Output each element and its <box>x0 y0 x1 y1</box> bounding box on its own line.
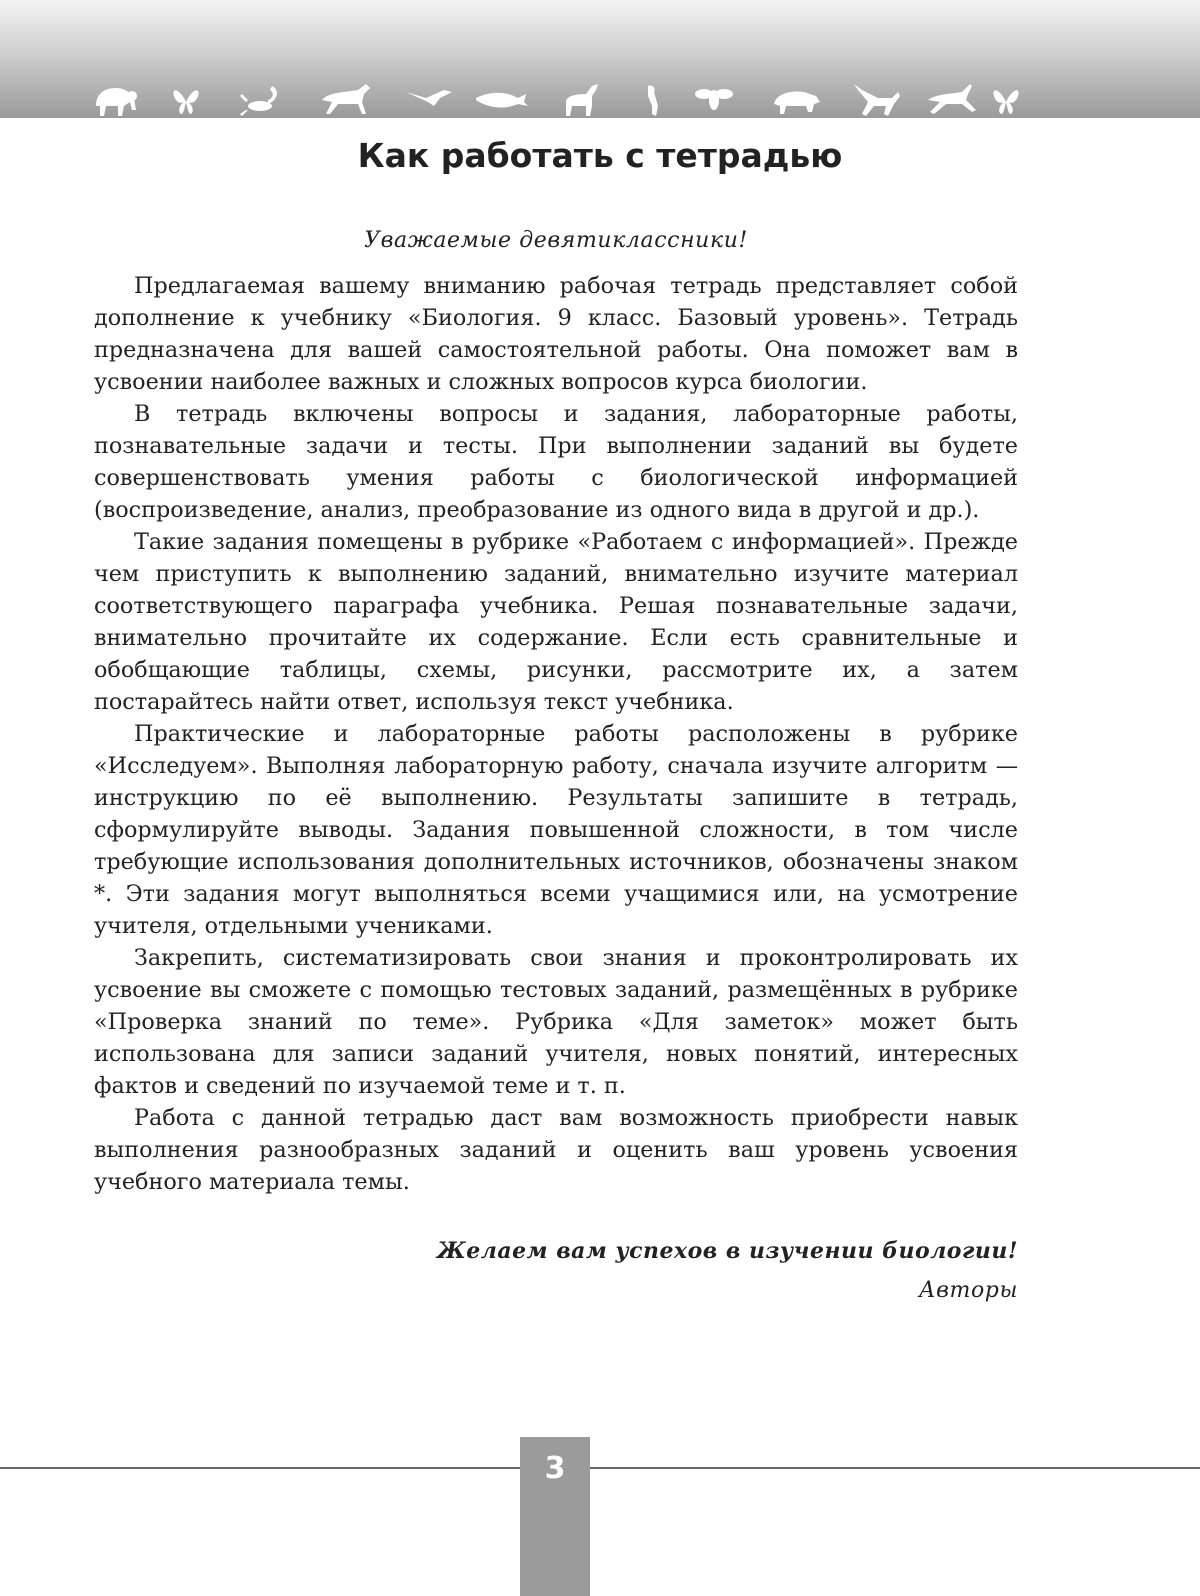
page-title: Как работать с тетрадью <box>357 136 843 175</box>
paragraph-lab-works: Практические и лабораторные работы расположены в рубрике «Исследуем». Выполняя лабораторную работу, сначала изучите алгоритм — инструкцию по её выполнению. Результаты запишите в тетрадь, сформулируйте выводы. Задания повышенной сложности, в том числе требующие использования дополнительных источников, обозначены знаком *. Эти задания могут выполняться всеми учащимися или, на усмотрение учителя, отдельными учениками. <box>94 721 1018 939</box>
page-number-box <box>520 1437 590 1596</box>
footer-rule <box>0 1467 1200 1469</box>
header-band <box>0 0 1200 118</box>
horse-icon <box>322 84 370 114</box>
boar-icon <box>774 92 820 115</box>
greeting: Уважаемые девятиклассники! <box>364 228 748 253</box>
paragraph-information-tasks: Такие задания помещены в рубрике «Работаем с информацией». Прежде чем приступить к выполнению заданий, внимательно изучите материал соответствующего параграфа учебника. Решая познавательные задачи, внимательно прочитайте их содержание. Если есть сравнительные и обобщающие таблицы, схемы, рисунки, рассмотрите их, а затем постарайтесь найти ответ, используя текст учебника. <box>94 529 1018 715</box>
scorpion-icon <box>240 86 277 116</box>
paragraph-contents: В тетрадь включены вопросы и задания, лабораторные работы, познавательные задачи и тесты. При выполнении заданий вы будете совершенствовать умения работы с биологической информацией (воспроизведение, анализ, преобразование из одного вида в другой и др.). <box>94 401 1018 523</box>
closing-wish: Желаем вам успехов в изучении биологии! <box>436 1238 1018 1264</box>
moose-icon <box>566 84 598 116</box>
animal-decoration-strip <box>90 76 1050 120</box>
butterfly-icon <box>173 90 198 114</box>
paragraph-conclusion: Работа с данной тетрадью даст вам возможность приобрести навык выполнения разнообразных заданий и оценить ваш уровень усвоения учебного материала темы. <box>94 1105 1018 1195</box>
pterosaur-icon <box>406 90 452 106</box>
page-number: 3 <box>544 1451 566 1486</box>
body-text <box>94 270 1018 1198</box>
bison-icon <box>96 88 137 116</box>
insect-icon <box>695 89 733 110</box>
leaping-cat-icon <box>854 84 900 116</box>
signature: Авторы <box>918 1278 1018 1303</box>
antelope-icon <box>928 84 976 114</box>
bird-icon <box>648 85 658 116</box>
paragraph-tests: Закрепить, систематизировать свои знания и проконтролировать их усвоение вы сможете с помощью тестовых заданий, размещённых в рубрике «Проверка знаний по теме». Рубрика «Для заметок» может быть использована для записи заданий учителя, новых понятий, интересных фактов и сведений по изучаемой теме и т. п. <box>94 945 1018 1099</box>
dolphin-icon <box>476 93 528 108</box>
butterfly-icon <box>993 90 1018 114</box>
paragraph-intro: Предлагаемая вашему вниманию рабочая тетрадь представляет собой дополнение к учебнику «Биология. 9 класс. Базовый уровень». Тетрадь предназначена для вашей самостоятельной работы. Она поможет вам в усвоении наиболее важных и сложных вопросов курса биологии. <box>94 273 1018 395</box>
